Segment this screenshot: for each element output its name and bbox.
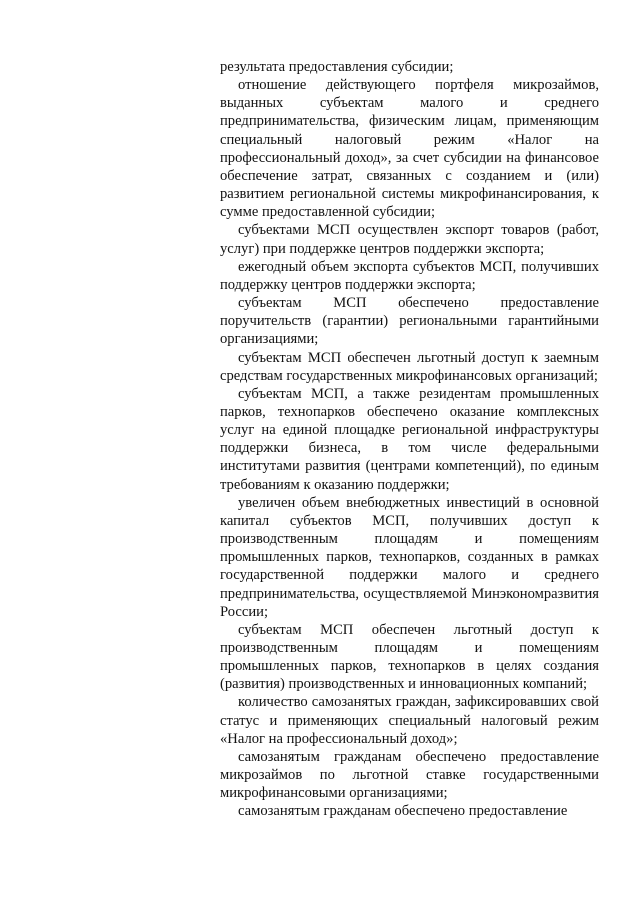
paragraph-8: увеличен объем внебюджетных инвестиций в основной капитал субъектов МСП, получивших доступ к производственным площадям и помещениям промышленных парков, технопарков, созданных в рамках государственной поддержки малого и среднего предпринимательства, осуществляемой Минэкономразвития России; xyxy=(220,494,599,620)
paragraph-4: ежегодный объем экспорта субъектов МСП, получивших поддержку центров поддержки экспорта; xyxy=(220,258,599,293)
document-page xyxy=(220,58,599,821)
paragraph-11: самозанятым гражданам обеспечено предоставление микрозаймов по льготной ставке государственными микрофинансовыми организациями; xyxy=(220,748,599,802)
paragraph-7: субъектам МСП, а также резидентам промышленных парков, технопарков обеспечено оказание комплексных услуг на единой площадке региональной инфраструктуры поддержки бизнеса, в том числе федеральными институтами развития (центрами компетенций), по единым требованиям к оказанию поддержки; xyxy=(220,385,599,493)
paragraph-10: количество самозанятых граждан, зафиксировавших свой статус и применяющих специальный налоговый режим «Налог на профессиональный доход»; xyxy=(220,694,599,747)
paragraph-6: субъектам МСП обеспечен льготный доступ к заемным средствам государственных микрофинансовых организаций; xyxy=(220,349,599,384)
paragraph-5: субъектам МСП обеспечено предоставление поручительств (гарантии) региональными гарантийными организациями; xyxy=(220,295,599,348)
paragraph-12: самозанятым гражданам обеспечено предоставление xyxy=(238,803,568,820)
paragraph-3: субъектами МСП осуществлен экспорт товаров (работ, услуг) при поддержке центров поддержки экспорта; xyxy=(220,222,599,257)
paragraph-1: результата предоставления субсидии; xyxy=(220,59,454,75)
paragraph-9: субъектам МСП обеспечен льготный доступ к производственным площадям и помещениям промышленных парков, технопарков в целях создания (развития) производственных и инновационных компаний; xyxy=(220,621,599,693)
paragraph-2: отношение действующего портфеля микрозаймов, выданных субъектам малого и среднего предпринимательства, физическим лицам, применяющим специальный налоговый режим «Налог на профессиональный доход», за счет субсидии на финансовое обеспечение затрат, связанных с созданием и (или) развитием региональной системы микрофинансирования, к сумме предоставленной субсидии; xyxy=(220,77,599,221)
